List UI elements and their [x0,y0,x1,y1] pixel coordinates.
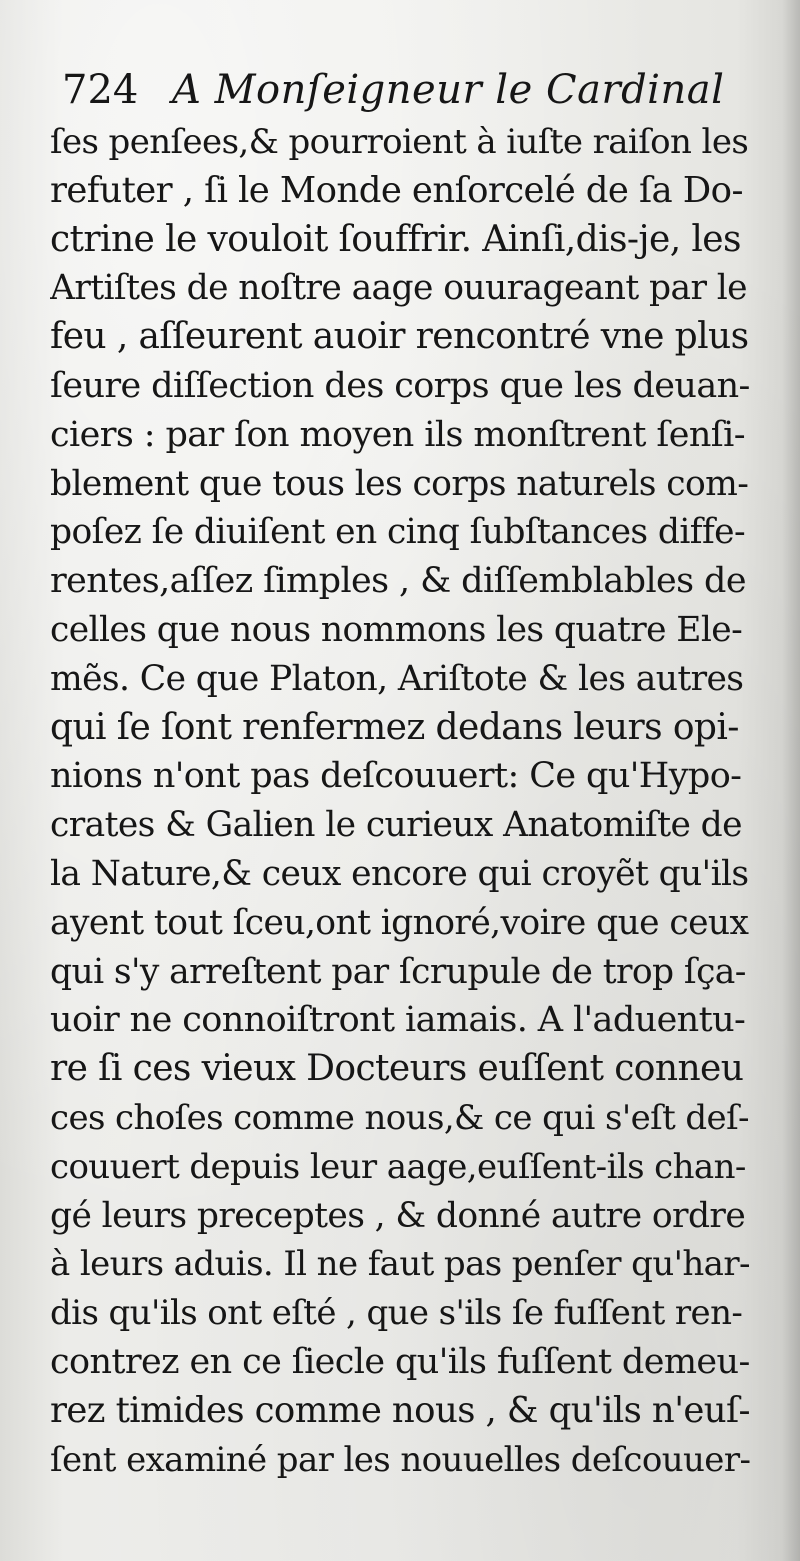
text-line: la Nature,& ceux encore qui croyẽt qu'ils [50,853,749,894]
text-line: gé leurs preceptes , & donné autre ordre [50,1195,746,1236]
text-line: re ſi ces vieux Docteurs euſſent conneu [50,1048,744,1090]
text-line: ſent examiné par les nouuelles deſcouuer- [50,1439,750,1480]
text-line: blement que tous les corps naturels com- [50,463,749,504]
text-line: ctrine le vouloit ſouffrir. Ainſi,dis-je, les [50,218,741,260]
running-head-title: A Monſeigneur le Cardinal [172,67,725,113]
text-line: rentes,aſſez ſimples , & diſſemblables de [50,561,746,602]
text-line: uoir ne connoiſtront iamais. A l'aduentu- [50,1000,746,1041]
text-line: qui ſe ſont renfermez dedans leurs opi- [50,706,739,748]
text-line: ſes penſees,& pourroient à iuſte raiſon les [50,122,749,162]
text-line: refuter , ſi le Monde enſorcelé de ſa Do- [50,169,743,211]
text-line: Artiſtes de noſtre aage ouurageant par le [50,268,747,309]
text-line: ſeure diſſection des corps que les deuan- [50,365,750,406]
page-edge-shadow [782,0,800,1561]
text-line: qui s'y arreſtent par ſcrupule de trop ſça- [50,951,746,992]
text-line: nions n'ont pas deſcouuert: Ce qu'Hypo- [50,756,742,797]
text-line: à leurs aduis. Il ne faut pas penſer qu'har- [50,1244,750,1285]
text-line: ciers : par ſon moyen ils monſtrent ſenſi- [50,414,745,455]
running-head [62,62,752,118]
text-line: rez timides comme nous , & qu'ils n'euſ- [50,1389,750,1431]
text-line: couuert depuis leur aage,euſſent-ils chan- [50,1146,746,1187]
text-line: celles que nous nommons les quatre Ele- [50,609,743,650]
text-line: poſez ſe diuiſent en cinq ſubſtances diffe- [50,512,746,553]
page-number: 724 [62,67,139,113]
text-line: mẽs. Ce que Platon, Ariſtote & les autres [50,658,744,699]
text-line: dis qu'ils ont eſté , que s'ils ſe fuſſent ren- [50,1293,743,1334]
text-line: ces choſes comme nous,& ce qui s'eſt deſ- [50,1097,749,1138]
body-text [50,118,750,1484]
text-line: ayent tout ſceu,ont ignoré,voire que ceux [50,902,749,943]
text-line: contrez en ce ſiecle qu'ils fuſſent demeu- [50,1341,750,1382]
text-line: crates & Galien le curieux Anatomiſte de [50,805,742,846]
text-line: feu , aſſeurent auoir rencontré vne plus [50,316,749,358]
